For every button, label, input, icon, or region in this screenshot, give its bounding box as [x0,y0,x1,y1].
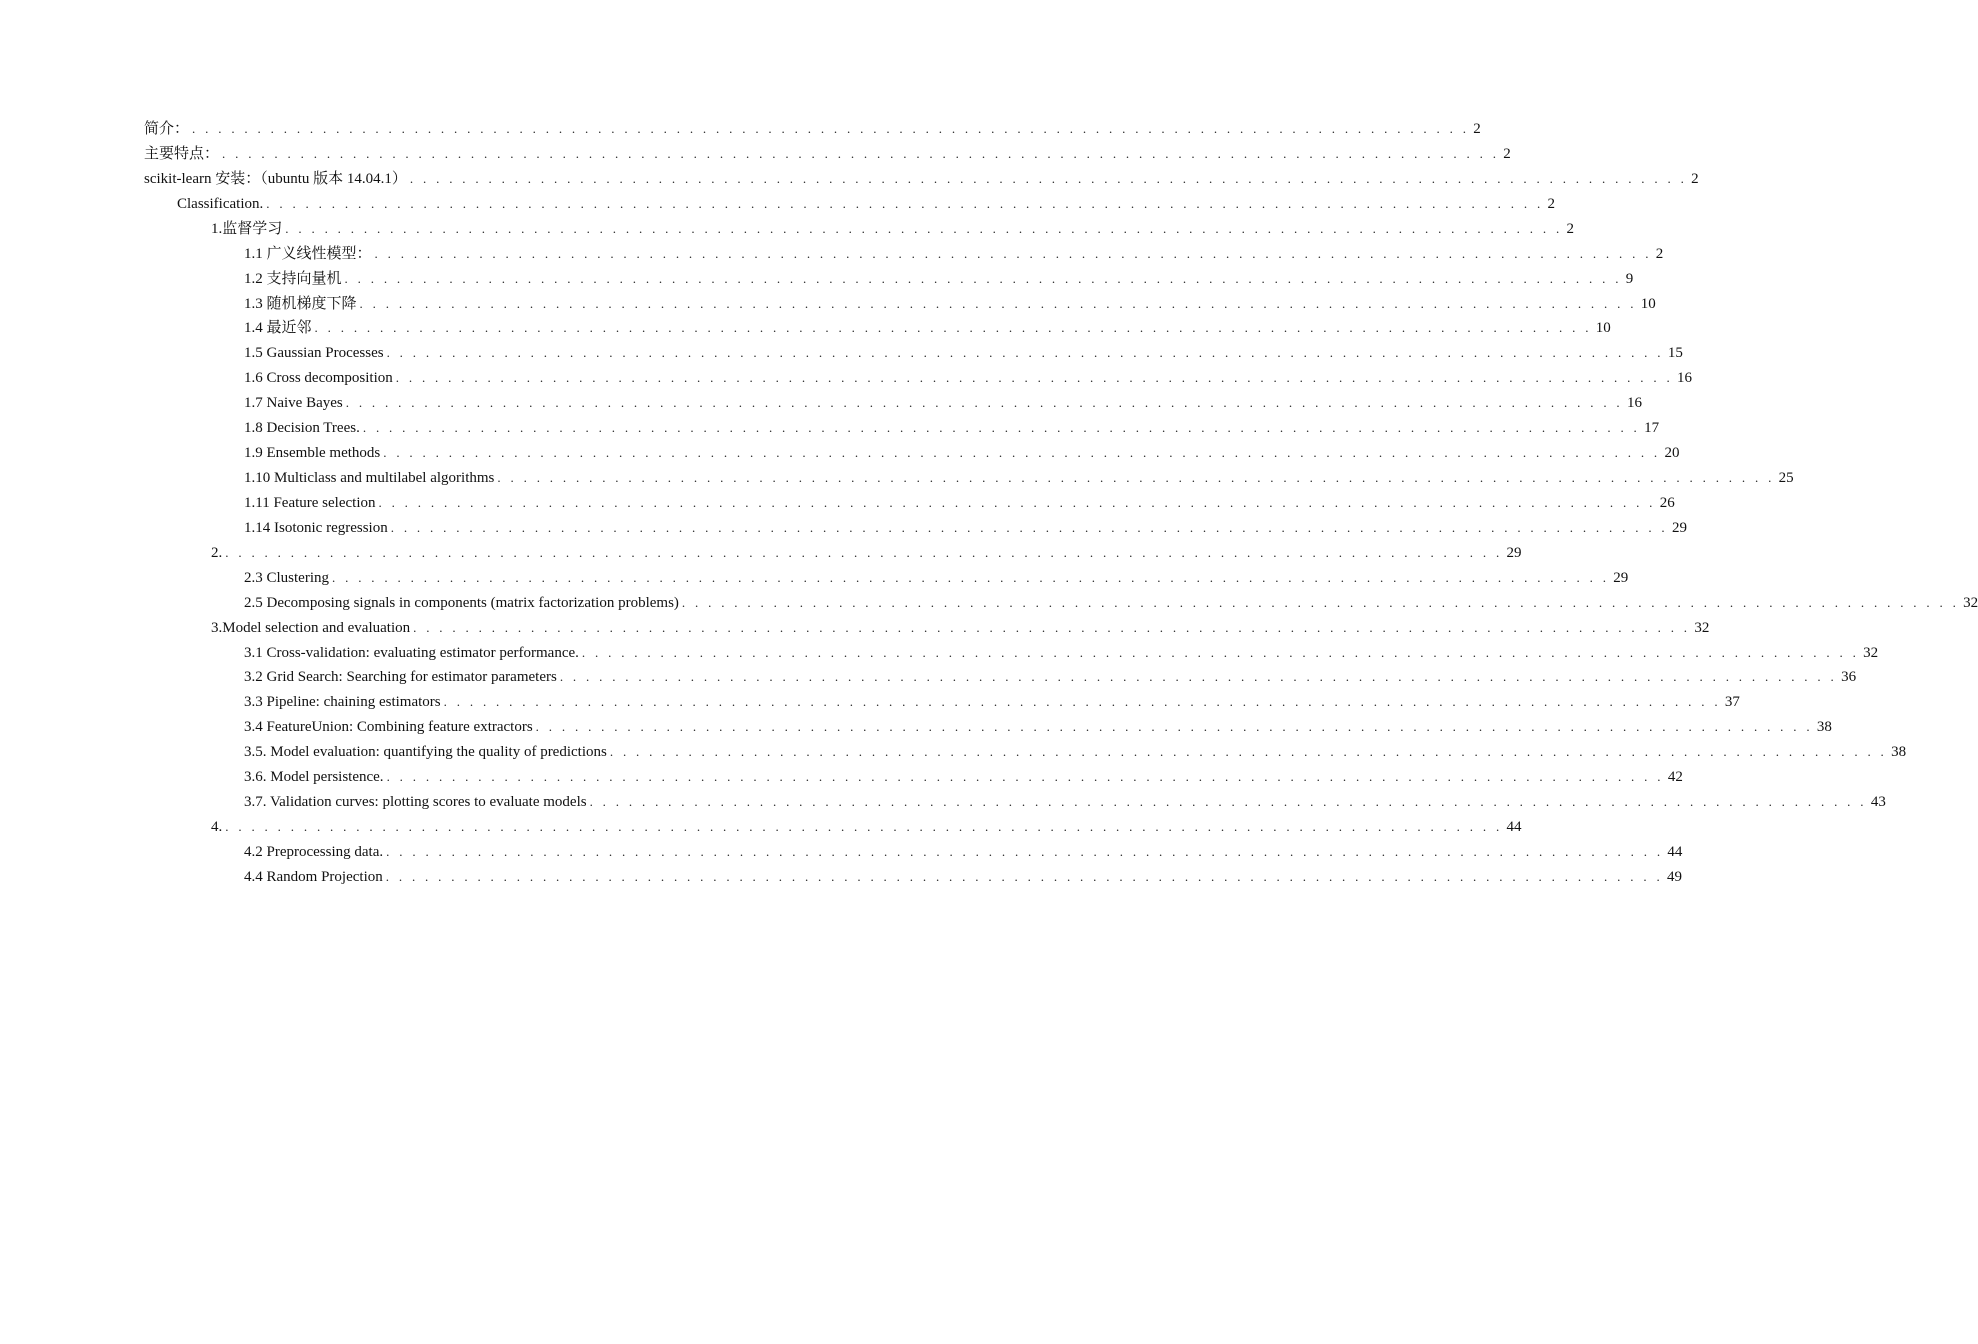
toc-entry-page-number: 44 [1506,819,1522,836]
toc-entry-page-number: 17 [1644,420,1660,437]
toc-entry-page-number: 9 [1625,270,1634,287]
toc-entry-page-number: 16 [1677,370,1692,387]
toc-entry-page-number: 32 [1963,594,1978,611]
toc-entry-page-number: 10 [1640,295,1656,312]
toc-leader-dots: . . . . . . . . . . . . . . . . . . . . . . . . . . . . . . . . . . . . . . . . . . . . . . . . . . . . . . . . . . . . . . . . . . . . . . . . . . . . . . . . . . . . . . . . . . . . . . . . . . [359,295,1637,311]
toc-entry[interactable] [144,141,1511,166]
toc-entry[interactable] [211,540,1522,565]
toc-entry-page-number: 10 [1595,320,1611,337]
toc-entry-page-number: 36 [1841,669,1857,686]
toc-leader-dots: . . . . . . . . . . . . . . . . . . . . . . . . . . . . . . . . . . . . . . . . . . . . . . . . . . . . . . . . . . . . . . . . . . . . . . . . . . . . . . . . . . . . . . . . . . . . . . . . . . [409,170,1688,186]
toc-leader-dots: . . . . . . . . . . . . . . . . . . . . . . . . . . . . . . . . . . . . . . . . . . . . . . . . . . . . . . . . . . . . . . . . . . . . . . . . . . . . . . . . . . . . . . . . . . . . . . . . . . [497,470,1775,486]
toc-entry-page-number: 2 [1473,121,1481,137]
toc-entry-label: 2.5 Decomposing signals in components (matrix factorization problems) [244,594,679,611]
toc-entry-label: 3.5. Model evaluation: quantifying the quality of predictions [244,744,607,761]
toc-entry-label: 1.14 Isotonic regression [244,519,388,536]
toc-leader-dots: . . . . . . . . . . . . . . . . . . . . . . . . . . . . . . . . . . . . . . . . . . . . . . . . . . . . . . . . . . . . . . . . . . . . . . . . . . . . . . . . . . . . . . . . . . . . . . . . . . [378,494,1656,510]
toc-entry-label: 1.10 Multiclass and multilabel algorithms [244,470,495,487]
toc-entry-page-number: 37 [1724,694,1740,711]
toc-entry-page-number: 2 [1503,145,1511,162]
toc-entry[interactable] [244,490,1675,515]
toc-entry-page-number: 49 [1667,868,1682,885]
toc-leader-dots: . . . . . . . . . . . . . . . . . . . . . . . . . . . . . . . . . . . . . . . . . . . . . . . . . . . . . . . . . . . . . . . . . . . . . . . . . . . . . . . . . . . . . . . . . . . . . . . . . . [589,794,1867,810]
toc-entry[interactable] [144,116,1481,141]
toc-leader-dots: . . . . . . . . . . . . . . . . . . . . . . . . . . . . . . . . . . . . . . . . . . . . . . . . . . . . . . . . . . . . . . . . . . . . . . . . . . . . . . . . . . . . . . . . . . . . . . . . . . [192,121,1470,136]
toc-entry-label: 3.4 FeatureUnion: Combining feature extractors [244,719,533,736]
toc-entry-page-number: 43 [1870,794,1886,811]
toc-entry-page-number: 29 [1506,544,1522,561]
toc-entry[interactable] [244,789,1886,814]
toc-leader-dots: . . . . . . . . . . . . . . . . . . . . . . . . . . . . . . . . . . . . . . . . . . . . . . . . . . . . . . . . . . . . . . . . . . . . . . . . . . . . . . . . . . . . . . . . . . . . . . . . . . [535,719,1813,735]
toc-entry[interactable] [244,864,1682,889]
toc-entry[interactable] [244,465,1794,490]
toc-entry-page-number: 20 [1664,445,1680,462]
toc-leader-dots: . . . . . . . . . . . . . . . . . . . . . . . . . . . . . . . . . . . . . . . . . . . . . . . . . . . . . . . . . . . . . . . . . . . . . . . . . . . . . . . . . . . . . . . . . . . . . . . . . . [266,195,1544,211]
toc-entry-label: scikit-learn 安装：（ubuntu 版本 14.04.1） [144,170,407,187]
toc-entry-label: 2. [211,544,223,561]
toc-entry-page-number: 42 [1667,769,1683,786]
toc-entry-label: 4.4 Random Projection [244,868,383,885]
toc-entry-page-number: 2 [1691,170,1699,187]
toc-entry-page-number: 2 [1655,245,1664,262]
toc-leader-dots: . . . . . . . . . . . . . . . . . . . . . . . . . . . . . . . . . . . . . . . . . . . . . . . . . . . . . . . . . . . . . . . . . . . . . . . . . . . . . . . . . . . . . . . . . . . . . . . . . . [386,843,1664,859]
toc-entry-label: 4. [211,819,223,836]
toc-entry-page-number: 2 [1566,220,1575,237]
toc-entry-label: 1.1 广义线性模型： [244,245,372,262]
toc-entry[interactable] [244,390,1642,415]
toc-leader-dots: . . . . . . . . . . . . . . . . . . . . . . . . . . . . . . . . . . . . . . . . . . . . . . . . . . . . . . . . . . . . . . . . . . . . . . . . . . . . . . . . . . . . . . . . . . . . . . . . . . [374,245,1652,261]
toc-entry-label: Classification. [177,195,264,212]
toc-entry-page-number: 2 [1547,195,1555,212]
toc-entry[interactable] [244,714,1832,739]
toc-entry-label: 1.11 Feature selection [244,494,376,511]
toc-entry-label: 3.7. Validation curves: plotting scores to evaluate models [244,794,587,811]
toc-leader-dots: . . . . . . . . . . . . . . . . . . . . . . . . . . . . . . . . . . . . . . . . . . . . . . . . . . . . . . . . . . . . . . . . . . . . . . . . . . . . . . . . . . . . . . . . . . . . . . . . . . [413,619,1691,635]
toc-entry-label: 3.1 Cross-validation: evaluating estimator performance. [244,644,579,661]
toc-leader-dots: . . . . . . . . . . . . . . . . . . . . . . . . . . . . . . . . . . . . . . . . . . . . . . . . . . . . . . . . . . . . . . . . . . . . . . . . . . . . . . . . . . . . . . . . . . . . . . . . . . [559,669,1838,685]
toc-entry-label: 3.Model selection and evaluation [211,619,411,636]
toc-entry[interactable] [177,191,1555,216]
toc-entry-label: 1.9 Ensemble methods [244,445,381,462]
toc-leader-dots: . . . . . . . . . . . . . . . . . . . . . . . . . . . . . . . . . . . . . . . . . . . . . . . . . . . . . . . . . . . . . . . . . . . . . . . . . . . . . . . . . . . . . . . . . . . . . . . . . . [390,519,1668,535]
toc-entry-label: 1.8 Decision Trees. [244,420,360,437]
toc-entry-page-number: 38 [1891,744,1907,761]
toc-leader-dots: . . . . . . . . . . . . . . . . . . . . . . . . . . . . . . . . . . . . . . . . . . . . . . . . . . . . . . . . . . . . . . . . . . . . . . . . . . . . . . . . . . . . . . . . . . . . . . . . . . [222,145,1500,161]
toc-leader-dots: . . . . . . . . . . . . . . . . . . . . . . . . . . . . . . . . . . . . . . . . . . . . . . . . . . . . . . . . . . . . . . . . . . . . . . . . . . . . . . . . . . . . . . . . . . . . . . . . . . [314,320,1592,336]
toc-entry-page-number: 25 [1778,470,1794,487]
toc-entry-page-number: 32 [1694,619,1710,636]
toc-entry-label: 1.7 Naive Bayes [244,395,343,412]
toc-entry-label: 2.3 Clustering [244,569,329,586]
toc-entry[interactable] [244,291,1656,316]
toc-entry-label: 1.监督学习 [211,220,283,237]
toc-leader-dots: . . . . . . . . . . . . . . . . . . . . . . . . . . . . . . . . . . . . . . . . . . . . . . . . . . . . . . . . . . . . . . . . . . . . . . . . . . . . . . . . . . . . . . . . . . . . . . . . . . [385,868,1663,884]
toc-entry[interactable] [244,764,1683,789]
toc-entry-label: 1.2 支持向量机 [244,270,342,287]
toc-entry-label: 4.2 Preprocessing data. [244,843,384,860]
toc-entry[interactable] [244,315,1611,340]
toc-entry-label: 1.3 随机梯度下降 [244,295,357,312]
toc-entry-page-number: 29 [1671,519,1687,536]
toc-entry-label: 主要特点： [144,145,220,162]
toc-entry-page-number: 16 [1626,395,1642,412]
toc-leader-dots: . . . . . . . . . . . . . . . . . . . . . . . . . . . . . . . . . . . . . . . . . . . . . . . . . . . . . . . . . . . . . . . . . . . . . . . . . . . . . . . . . . . . . . . . . . . . . . . . . . [383,445,1661,461]
toc-entry[interactable] [244,365,1692,390]
toc-leader-dots: . . . . . . . . . . . . . . . . . . . . . . . . . . . . . . . . . . . . . . . . . . . . . . . . . . . . . . . . . . . . . . . . . . . . . . . . . . . . . . . . . . . . . . . . . . . . . . . . . . [285,220,1563,236]
toc-leader-dots: . . . . . . . . . . . . . . . . . . . . . . . . . . . . . . . . . . . . . . . . . . . . . . . . . . . . . . . . . . . . . . . . . . . . . . . . . . . . . . . . . . . . . . . . . . . . . . . . . . [332,569,1610,585]
toc-entry-label: 1.4 最近邻 [244,320,312,337]
toc-entry-page-number: 32 [1863,644,1879,661]
toc-entry[interactable] [244,340,1683,365]
toc-entry[interactable] [244,241,1664,266]
toc-entry[interactable] [244,689,1740,714]
toc-leader-dots: . . . . . . . . . . . . . . . . . . . . . . . . . . . . . . . . . . . . . . . . . . . . . . . . . . . . . . . . . . . . . . . . . . . . . . . . . . . . . . . . . . . . . . . . . . . . . . . . . . [581,644,1860,660]
toc-leader-dots: . . . . . . . . . . . . . . . . . . . . . . . . . . . . . . . . . . . . . . . . . . . . . . . . . . . . . . . . . . . . . . . . . . . . . . . . . . . . . . . . . . . . . . . . . . . . . . . . . . [225,544,1503,560]
toc-entry[interactable] [244,739,1907,764]
toc-entry-page-number: 15 [1667,345,1683,362]
toc-entry[interactable] [244,590,1978,615]
toc-entry[interactable] [244,664,1857,689]
toc-entry[interactable] [244,266,1634,291]
toc-entry[interactable] [211,216,1575,241]
toc-entry[interactable] [211,615,1710,640]
toc-entry[interactable] [244,415,1660,440]
toc-leader-dots: . . . . . . . . . . . . . . . . . . . . . . . . . . . . . . . . . . . . . . . . . . . . . . . . . . . . . . . . . . . . . . . . . . . . . . . . . . . . . . . . . . . . . . . . . . . . . . . . . . [344,270,1622,286]
toc-leader-dots: . . . . . . . . . . . . . . . . . . . . . . . . . . . . . . . . . . . . . . . . . . . . . . . . . . . . . . . . . . . . . . . . . . . . . . . . . . . . . . . . . . . . . . . . . . . . . . . . . . [225,819,1503,835]
toc-entry[interactable] [244,640,1879,665]
toc-leader-dots: . . . . . . . . . . . . . . . . . . . . . . . . . . . . . . . . . . . . . . . . . . . . . . . . . . . . . . . . . . . . . . . . . . . . . . . . . . . . . . . . . . . . . . . . . . . . . . . . . . [609,744,1888,760]
toc-entry-page-number: 38 [1816,719,1832,736]
toc-entry[interactable] [244,515,1687,540]
toc-leader-dots: . . . . . . . . . . . . . . . . . . . . . . . . . . . . . . . . . . . . . . . . . . . . . . . . . . . . . . . . . . . . . . . . . . . . . . . . . . . . . . . . . . . . . . . . . . . . . . . . . . [443,694,1721,710]
toc-leader-dots: . . . . . . . . . . . . . . . . . . . . . . . . . . . . . . . . . . . . . . . . . . . . . . . . . . . . . . . . . . . . . . . . . . . . . . . . . . . . . . . . . . . . . . . . . . . . . . . . . . [345,395,1623,411]
toc-leader-dots: . . . . . . . . . . . . . . . . . . . . . . . . . . . . . . . . . . . . . . . . . . . . . . . . . . . . . . . . . . . . . . . . . . . . . . . . . . . . . . . . . . . . . . . . . . . . . . . . . . [386,769,1664,785]
toc-entry-label: 1.6 Cross decomposition [244,370,393,387]
toc-entry[interactable] [144,166,1699,191]
toc-entry-page-number: 44 [1667,843,1683,860]
toc-leader-dots: . . . . . . . . . . . . . . . . . . . . . . . . . . . . . . . . . . . . . . . . . . . . . . . . . . . . . . . . . . . . . . . . . . . . . . . . . . . . . . . . . . . . . . . . . . . . . . . . . . [386,345,1664,361]
toc-entry[interactable] [211,814,1522,839]
toc-entry-label: 3.6. Model persistence. [244,769,384,786]
toc-entry-label: 1.5 Gaussian Processes [244,345,384,362]
toc-leader-dots: . . . . . . . . . . . . . . . . . . . . . . . . . . . . . . . . . . . . . . . . . . . . . . . . . . . . . . . . . . . . . . . . . . . . . . . . . . . . . . . . . . . . . . . . . . . . . . . . . . [395,370,1673,386]
toc-entry-label: 3.2 Grid Search: Searching for estimator parameters [244,669,557,686]
toc-entry-label: 3.3 Pipeline: chaining estimators [244,694,441,711]
toc-leader-dots: . . . . . . . . . . . . . . . . . . . . . . . . . . . . . . . . . . . . . . . . . . . . . . . . . . . . . . . . . . . . . . . . . . . . . . . . . . . . . . . . . . . . . . . . . . . . . . . . . . [362,420,1641,436]
toc-entry-label: 简介： [144,121,190,137]
toc-entry[interactable] [244,839,1683,864]
toc-leader-dots: . . . . . . . . . . . . . . . . . . . . . . . . . . . . . . . . . . . . . . . . . . . . . . . . . . . . . . . . . . . . . . . . . . . . . . . . . . . . . . . . . . . . . . . . . . . . . . . . . . [681,594,1960,610]
toc-entry[interactable] [244,440,1680,465]
toc-entry-page-number: 29 [1613,569,1629,586]
toc-entry[interactable] [244,565,1629,590]
toc-entry-page-number: 26 [1659,494,1675,511]
